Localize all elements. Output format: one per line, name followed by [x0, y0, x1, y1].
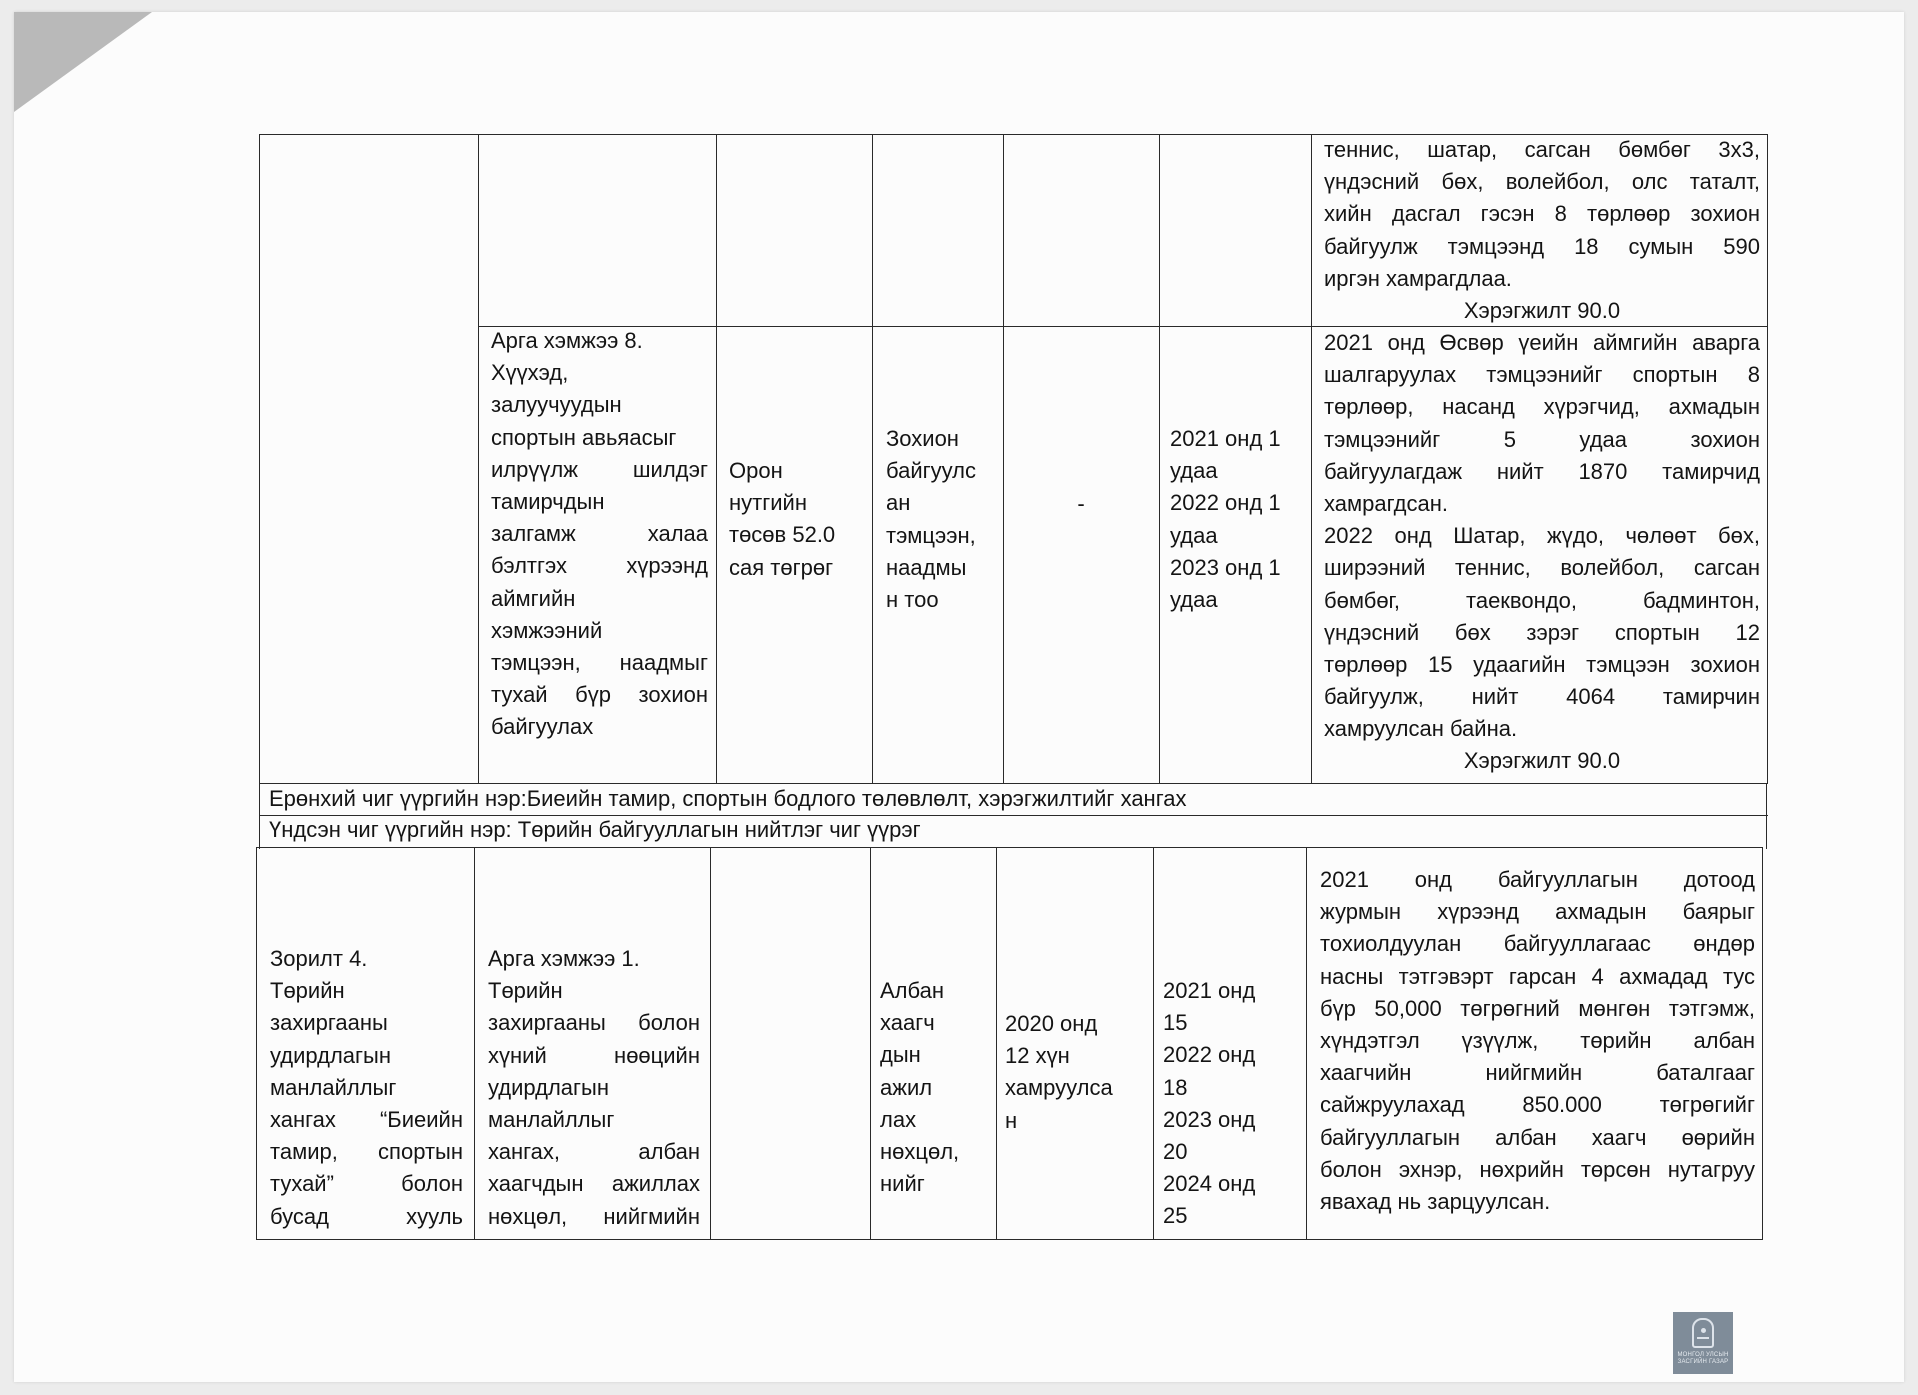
target-cell	[1163, 975, 1303, 1233]
measure-line: хүний нөөцийн	[488, 1042, 700, 1068]
indicator-cell	[880, 975, 990, 1200]
measure-line: хангах, албан	[488, 1139, 700, 1165]
measure-line: удирдлагын	[488, 1074, 610, 1100]
target-line: 2023 онд 1	[1170, 554, 1281, 580]
goal-line: Зорилт 4.	[270, 946, 368, 971]
target-cell	[1170, 423, 1308, 616]
goal-line: удирдлагын	[270, 1042, 392, 1068]
budget-line: нутгийн	[729, 490, 807, 516]
result-line: байгуулж, нийт 4064 тамирчин	[1324, 684, 1760, 710]
result-line: бөмбөг, таеквондо, бадминтон,	[1324, 587, 1760, 613]
result-line: ширээний теннис, волейбол, сагсан	[1324, 555, 1760, 581]
result-line: байгуулагдаж нийт 1870 тамирчид	[1324, 458, 1760, 484]
budget-line: Орон	[729, 458, 783, 483]
result-line: явахад нь зарцуулсан.	[1320, 1188, 1551, 1214]
target-line: 2024 онд	[1163, 1171, 1256, 1197]
indicator-line: нийг	[880, 1171, 925, 1197]
target-line: удаа	[1170, 458, 1218, 484]
table-top-divider	[1003, 134, 1004, 784]
goal-line: тухай” болон	[270, 1171, 463, 1197]
table-edge	[1766, 784, 1767, 849]
result-cell	[1324, 327, 1760, 778]
page-corner-fold	[14, 12, 152, 112]
implementation-rate: Хэрэгжилт 90.0	[1463, 297, 1621, 323]
result-line: журмын хүрээнд ахмадын баярыг	[1320, 899, 1755, 925]
result-line: насны тэтгэвэрт гарсан 4 ахмадад тус	[1320, 963, 1755, 989]
measure-line: байгуулах	[491, 714, 594, 740]
indicator-line: дын	[880, 1042, 921, 1068]
measure-line: захиргааны болон	[488, 1010, 700, 1036]
baseline-cell	[1005, 1008, 1150, 1137]
implementation-rate: Хэрэгжилт 90.0	[1463, 748, 1621, 774]
baseline-line: 12 хүн	[1005, 1043, 1070, 1069]
target-line: 2022 онд	[1163, 1042, 1256, 1068]
indicator-line: Зохион	[886, 426, 959, 451]
baseline-line: н	[1005, 1107, 1018, 1133]
measure-line: бэлтгэх хүрээнд	[491, 553, 708, 579]
baseline-line: 2020 онд	[1005, 1011, 1098, 1036]
target-line: удаа	[1170, 522, 1218, 548]
result-line: 2021 онд Өсвөр үеийн аймгийн аварга	[1324, 330, 1760, 355]
target-line: 2021 онд 1	[1170, 426, 1281, 451]
target-line: 2021 онд	[1163, 978, 1256, 1003]
target-line: 2023 онд	[1163, 1106, 1256, 1132]
table-top-divider	[1311, 134, 1312, 784]
indicator-cell	[886, 423, 998, 616]
table-bottom-divider	[870, 847, 871, 1240]
indicator-line: нөхцөл,	[880, 1138, 960, 1164]
result-line: болон эхнэр, нөхрийн төрсөн нутагруу	[1320, 1156, 1755, 1182]
table-top-divider	[1159, 134, 1160, 784]
measure-line: Арга хэмжээ 8.	[491, 328, 643, 353]
indicator-line: лах	[880, 1106, 917, 1132]
goal-line: бусад хууль	[270, 1203, 463, 1229]
measure-line: нөхцөл, нийгмийн	[488, 1203, 700, 1229]
measure-line: спортын авьяасыг	[491, 424, 677, 450]
goal-line: манлайллыг	[270, 1074, 397, 1100]
emblem-caption-line: ЗАСГИЙН ГАЗАР	[1677, 1359, 1729, 1365]
measure-line: хэмжээний	[491, 617, 603, 643]
result-line: үндэсний бөх зэрэг спортын 12	[1324, 619, 1760, 645]
measure-line: хаагчдын ажиллах	[488, 1171, 700, 1197]
budget-line: сая төгрөг	[729, 554, 834, 580]
target-line: 2022 онд 1	[1170, 490, 1281, 516]
result-line: байгууллагын албан хаагч өөрийн	[1320, 1124, 1755, 1150]
indicator-line: Албан	[880, 978, 944, 1003]
result-cell	[1324, 134, 1760, 327]
result-line: байгуулж тэмцээнд 18 сумын 590	[1324, 233, 1760, 259]
result-line: 2021 онд байгууллагын дотоод	[1320, 867, 1755, 892]
result-line: үндэсний бөх, волейбол, олс таталт,	[1324, 169, 1760, 195]
table-bottom-divider	[710, 847, 711, 1240]
result-line: теннис, шатар, сагсан бөмбөг 3х3,	[1324, 137, 1760, 162]
table-bottom-divider	[996, 847, 997, 1240]
measure-line: тэмцээн, наадмыг	[491, 649, 708, 675]
indicator-line: хаагч	[880, 1010, 935, 1036]
goal-line: захиргааны	[270, 1010, 388, 1036]
budget-cell	[729, 455, 869, 584]
indicator-line: н тоо	[886, 586, 939, 612]
indicator-line: байгуулс	[886, 458, 976, 484]
target-line: 18	[1163, 1074, 1188, 1100]
indicator-line: ан	[886, 490, 911, 516]
table-bottom-divider	[1153, 847, 1154, 1240]
baseline-line: хамруулса	[1005, 1075, 1113, 1101]
result-line: шалгаруулах тэмцээнийг спортын 8	[1324, 362, 1760, 388]
table-edge	[259, 784, 260, 849]
result-line: 2022 онд Шатар, жүдо, чөлөөт бөх,	[1324, 523, 1760, 549]
general-function-name: Ерөнхий чиг үүргийн нэр:Биеийн тамир, спортын бодлого төлөвлөлт, хэрэгжилтийг хангах	[269, 786, 1187, 811]
target-line: удаа	[1170, 586, 1218, 612]
measure-line: илрүүлж шилдэг	[491, 456, 708, 482]
result-line: хамруулсан байна.	[1324, 716, 1518, 742]
indicator-line: тэмцээн,	[886, 522, 976, 548]
government-emblem	[1673, 1312, 1733, 1374]
result-line: хийн дасгал гэсэн 8 төрлөөр зохион	[1324, 201, 1760, 227]
result-line: бүр 50,000 төгрөгний мөнгөн тэтгэмж,	[1320, 995, 1755, 1021]
result-line: тохиолдуулан байгууллагаас өндөр	[1320, 931, 1755, 957]
target-line: 15	[1163, 1010, 1188, 1036]
baseline-value: -	[1077, 491, 1085, 516]
measure-line: залуучуудын	[491, 392, 622, 418]
budget-line: төсөв 52.0	[729, 522, 836, 548]
baseline-cell	[1003, 488, 1159, 520]
measure-line: аймгийн	[491, 585, 576, 611]
indicator-line: ажил	[880, 1074, 933, 1100]
result-line: сайжруулахад 850.000 төгрөгийг	[1320, 1092, 1755, 1118]
table-top-divider	[716, 134, 717, 784]
emblem-caption	[1675, 1352, 1731, 1366]
table-bottom-divider	[1306, 847, 1307, 1240]
table-top-divider	[872, 134, 873, 784]
target-line: 25	[1163, 1203, 1188, 1229]
main-function-name: Үндсэн чиг үүргийн нэр: Төрийн байгууллагын нийтлэг чиг үүрэг	[269, 817, 921, 842]
measure-line: Төрийн	[488, 978, 563, 1004]
result-line: тэмцээнийг 5 удаа зохион	[1324, 426, 1760, 452]
result-line: хаагчийн нийгмийн баталгааг	[1320, 1060, 1755, 1086]
measure-line: тухай бүр зохион	[491, 682, 708, 708]
measure-line: тамирчдын	[491, 488, 605, 514]
emblem-caption-line: МОНГОЛ УЛСЫН	[1677, 1352, 1729, 1358]
result-line: төрлөөр, насанд хүрэгчид, ахмадын	[1324, 394, 1760, 420]
result-line: иргэн хамрагдлаа.	[1324, 265, 1512, 291]
result-cell	[1320, 864, 1755, 1218]
soyombo-emblem-icon	[1692, 1318, 1714, 1348]
indicator-line: наадмы	[886, 554, 967, 580]
measure-line: Арга хэмжээ 1.	[488, 946, 640, 971]
measure-line: залгамж халаа	[491, 521, 708, 547]
goal-cell	[270, 943, 463, 1233]
measure-cell	[488, 943, 700, 1233]
measure-cell	[491, 325, 708, 743]
goal-line: Төрийн	[270, 978, 345, 1004]
measure-line: Хүүхэд,	[491, 360, 569, 386]
table-bottom-divider	[474, 847, 475, 1240]
table-top-divider	[478, 134, 479, 784]
goal-line: тамир, спортын	[270, 1139, 463, 1165]
result-line: хамрагдсан.	[1324, 490, 1448, 516]
goal-line: хангах “Биеийн	[270, 1106, 463, 1132]
measure-line: манлайллыг	[488, 1106, 615, 1132]
result-line: хүндэтгэл үзүүлж, төрийн албан	[1320, 1027, 1755, 1053]
result-line: төрлөөр 15 удаагийн тэмцээн зохион	[1324, 651, 1760, 677]
target-line: 20	[1163, 1138, 1188, 1164]
